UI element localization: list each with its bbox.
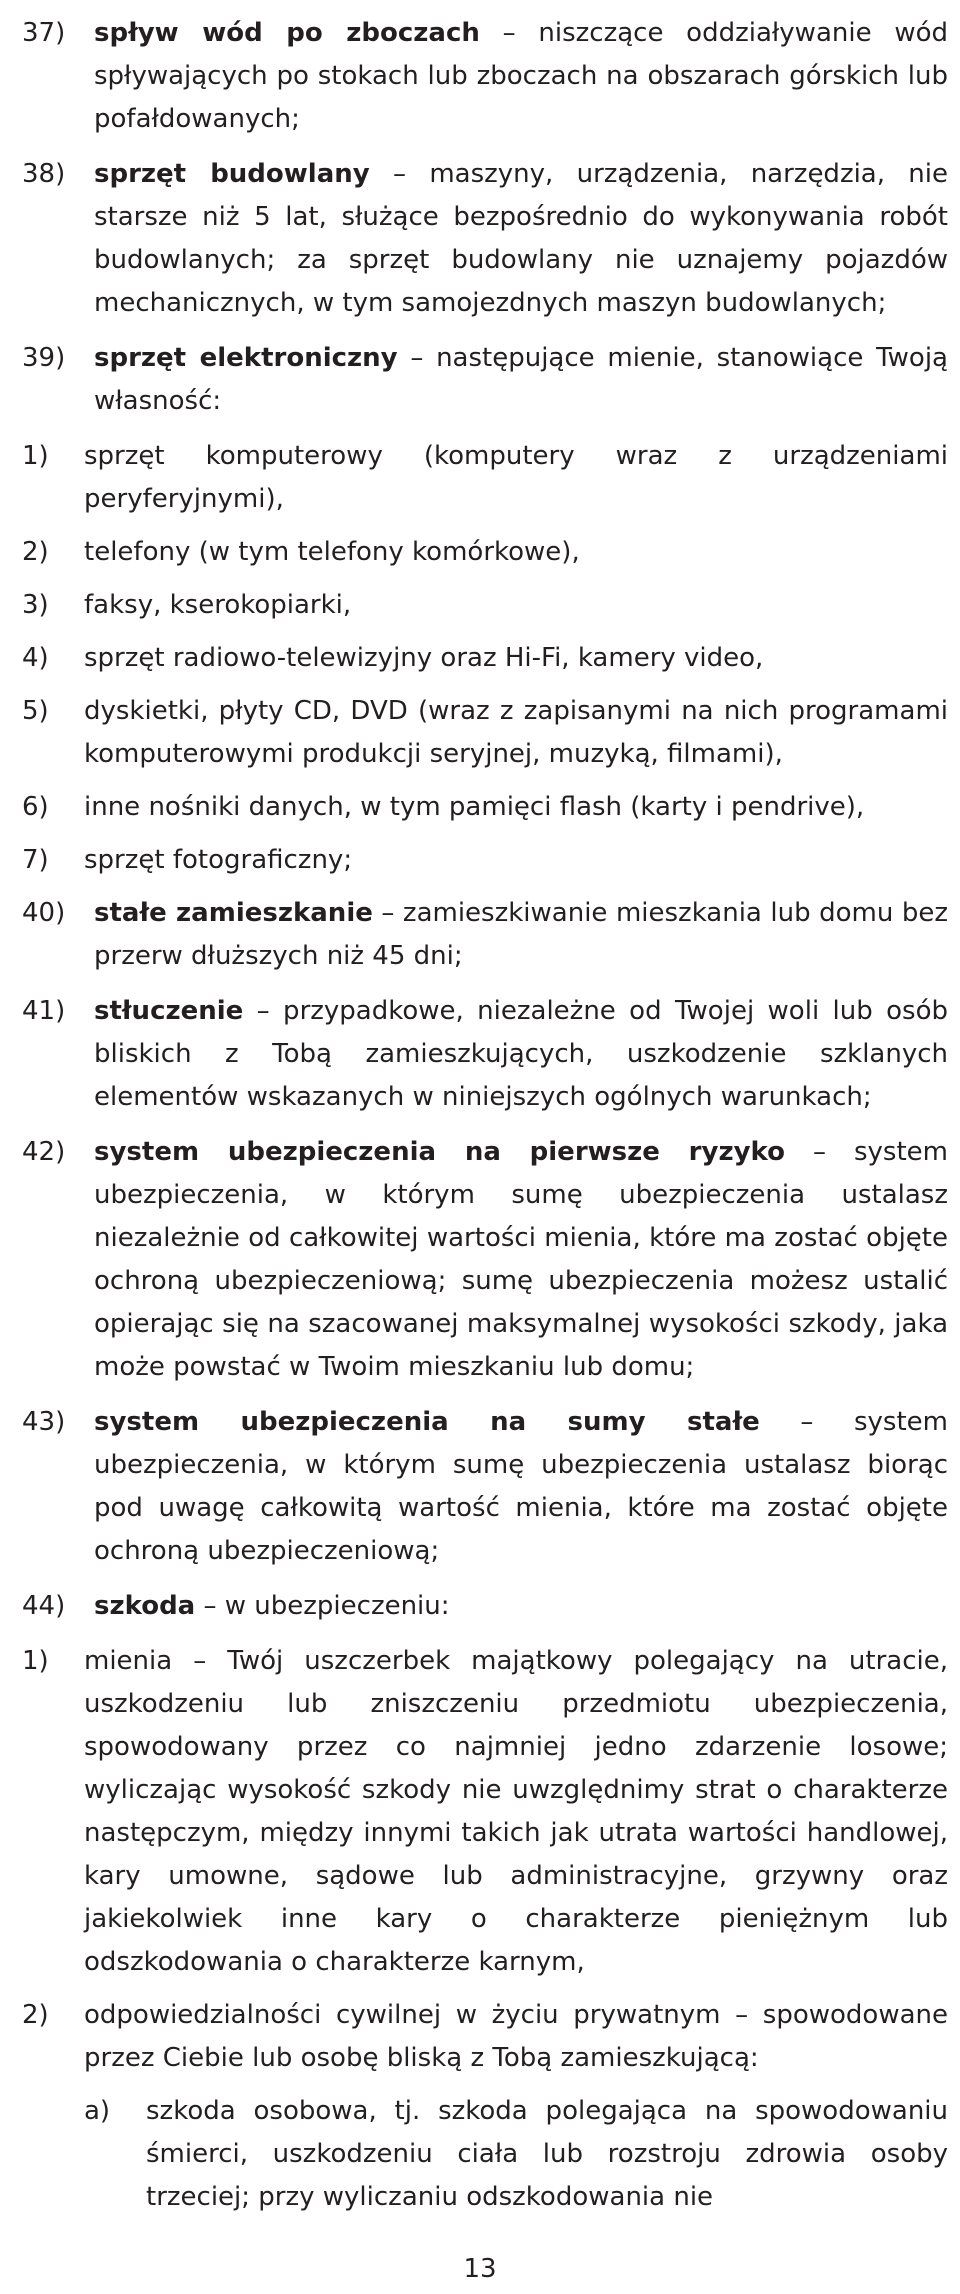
definition-37	[22, 12, 948, 141]
list-item	[22, 584, 948, 627]
list-item	[22, 786, 948, 829]
definition-term: szkoda	[94, 1591, 196, 1621]
list-item-number: 5)	[22, 696, 49, 726]
list-item-text: odpowiedzialności cywilnej w życiu prywatnym – spowodowane przez Ciebie lub osobę bliską z Tobą zamieszkującą:	[84, 2000, 948, 2073]
definition-text: – system ubezpieczenia, w którym sumę ubezpieczenia ustalasz niezależnie od całkowitej wartości mienia, które ma zostać objęte ochroną ubezpieczeniową; sumę ubezpieczenia możesz ustalić opierając się na szacowanej maksymalnej wysokości szkody, jaka może powstać w Twoim mieszkaniu lub domu;	[94, 1137, 948, 1382]
definition-text: – przypadkowe, niezależne od Twojej woli lub osób bliskich z Tobą zamieszkujących, uszkodzenie szklanych elementów wskazanych w niniejszych ogólnych warunkach;	[94, 996, 948, 1112]
definition-text: – system ubezpieczenia, w którym sumę ubezpieczenia ustalasz biorąc pod uwagę całkowitą wartość mienia, które ma zostać objęte ochroną ubezpieczeniową;	[94, 1407, 948, 1566]
definition-40	[22, 892, 948, 978]
definition-text: – niszczące oddziaływanie wód spływających po stokach lub zboczach na obszarach górskich lub pofałdowanych;	[94, 18, 948, 134]
list-item	[22, 531, 948, 574]
definition-term: system ubezpieczenia na pierwsze ryzyko	[94, 1137, 785, 1167]
definition-number: 37)	[22, 18, 66, 48]
list-item-text: faksy, kserokopiarki,	[84, 590, 352, 620]
list-item	[22, 435, 948, 521]
list-item-number: 2)	[22, 537, 49, 567]
list-item-number: 1)	[22, 1646, 49, 1676]
definition-number: 39)	[22, 343, 66, 373]
list-item-text: sprzęt komputerowy (komputery wraz z urządzeniami peryferyjnymi),	[84, 441, 948, 514]
definition-term: spływ wód po zboczach	[94, 18, 480, 48]
list-item-number: 3)	[22, 590, 49, 620]
page-number: 13	[463, 2254, 497, 2284]
list-item	[22, 637, 948, 680]
definition-number: 42)	[22, 1137, 66, 1167]
definition-term: sprzęt elektroniczny	[94, 343, 398, 373]
definition-text: – w ubezpieczeniu:	[195, 1591, 450, 1621]
list-item-number: 4)	[22, 643, 49, 673]
list-item-text: dyskietki, płyty CD, DVD (wraz z zapisanymi na nich programami komputerowymi produkcji seryjnej, muzyką, filmami),	[84, 696, 948, 769]
definition-text: – zamieszkiwanie mieszkania lub domu bez przerw dłuższych niż 45 dni;	[94, 898, 949, 971]
definition-number: 38)	[22, 159, 66, 189]
definition-42	[22, 1131, 948, 1389]
liability-sublist	[22, 2090, 948, 2219]
list-item	[22, 839, 948, 882]
definition-term: stałe zamieszkanie	[94, 898, 373, 928]
definition-number: 44)	[22, 1591, 66, 1621]
list-item	[22, 1994, 948, 2080]
list-item-number: 6)	[22, 792, 49, 822]
list-item-number: 2)	[22, 2000, 49, 2030]
list-item	[22, 690, 948, 776]
list-item	[22, 1640, 948, 1984]
definition-number: 43)	[22, 1407, 66, 1437]
list-item-text: inne nośniki danych, w tym pamięci flash (karty i pendrive),	[84, 792, 865, 822]
list-item-text: telefony (w tym telefony komórkowe),	[84, 537, 580, 567]
list-item-text: szkoda osobowa, tj. szkoda polegająca na spowodowaniu śmierci, uszkodzeniu ciała lub rozstroju zdrowia osoby trzeciej; przy wyliczaniu odszkodowania nie	[146, 2096, 948, 2212]
list-item-number: a)	[84, 2096, 111, 2126]
definition-39	[22, 337, 948, 423]
definition-text: – maszyny, urządzenia, narzędzia, nie starsze niż 5 lat, służące bezpośrednio do wykonywania robót budowlanych; za sprzęt budowlany nie uznajemy pojazdów mechanicznych, w tym samojezdnych maszyn budowlanych;	[94, 159, 949, 318]
list-item-number: 1)	[22, 441, 49, 471]
definition-number: 40)	[22, 898, 66, 928]
damage-list	[22, 1640, 948, 2219]
list-item-text: mienia – Twój uszczerbek majątkowy polegający na utracie, uszkodzeniu lub zniszczeniu przedmiotu ubezpieczenia, spowodowany przez co najmniej jedno zdarzenie losowe; wyliczając wysokość szkody nie uwzględnimy strat o charakterze następczym, między innymi takich jak utrata wartości handlowej, kary umowne, sądowe lub administracyjne, grzywny oraz jakiekolwiek inne kary o charakterze pieniężnym lub odszkodowania o charakterze karnym,	[84, 1646, 948, 1977]
electronics-list	[22, 435, 948, 882]
list-item-text: sprzęt radiowo-telewizyjny oraz Hi-Fi, kamery video,	[84, 643, 764, 673]
definition-38	[22, 153, 948, 325]
definition-term: system ubezpieczenia na sumy stałe	[94, 1407, 760, 1437]
definition-43	[22, 1401, 948, 1573]
list-item-text: sprzęt fotograficzny;	[84, 845, 353, 875]
list-item	[84, 2090, 948, 2219]
list-item-number: 7)	[22, 845, 49, 875]
definition-text: – następujące mienie, stanowiące Twoją własność:	[94, 343, 948, 416]
definition-term: sprzęt budowlany	[94, 159, 370, 189]
definition-number: 41)	[22, 996, 66, 1026]
definition-44	[22, 1585, 948, 1628]
definition-term: stłuczenie	[94, 996, 244, 1026]
definition-41	[22, 990, 948, 1119]
